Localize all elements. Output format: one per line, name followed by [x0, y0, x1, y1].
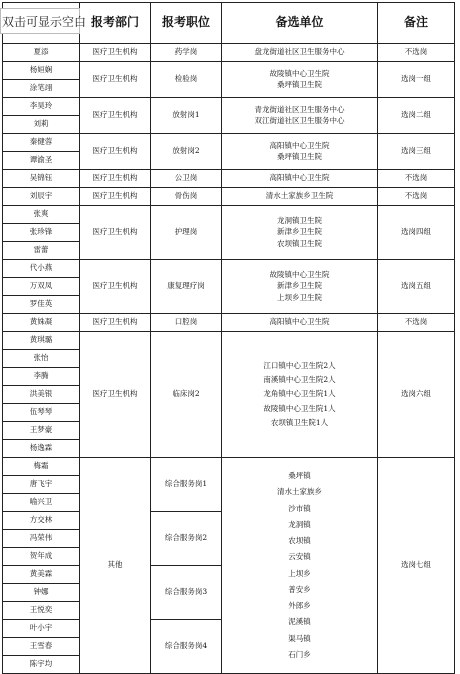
candidate-name: 冯荣伟: [3, 530, 80, 548]
table-row: [3, 62, 455, 80]
candidate-name: 涂笔翊: [3, 80, 80, 98]
unit-item: 清水土家族乡: [277, 487, 322, 497]
unit-item: 桑坪镇: [288, 471, 311, 480]
position-cell: 康复理疗岗: [151, 260, 222, 314]
unit-item: 外郎乡: [288, 601, 311, 610]
unit-item: 渠马镇: [288, 633, 311, 643]
unit-item: 故陵镇中心卫生院: [269, 270, 330, 280]
unit-cell: [222, 134, 378, 170]
note-cell: 选岗四组: [378, 206, 455, 260]
unit-cell: [222, 260, 378, 314]
position-cell: 临床岗2: [151, 332, 222, 458]
candidate-name: 方交林: [3, 512, 80, 530]
unit-cell: [222, 458, 378, 674]
dept-cell: 医疗卫生机构: [80, 260, 151, 314]
unit-item: 上坝乡: [288, 568, 311, 578]
unit-item: 新津乡卫生院: [277, 227, 322, 237]
table-row: [3, 314, 455, 332]
unit-cell: 清水土家族乡卫生院: [222, 188, 378, 206]
candidate-name: 喻兴卫: [3, 494, 80, 512]
candidate-name: 吴锦钰: [3, 170, 80, 188]
dept-cell: 医疗卫生机构: [80, 62, 151, 98]
position-cell: 公卫岗: [151, 170, 222, 188]
table-row: [3, 260, 455, 278]
dept-cell: 医疗卫生机构: [80, 134, 151, 170]
unit-item: 故陵镇中心卫生院: [269, 68, 330, 78]
unit-item: 桑坪镇卫生院: [277, 152, 322, 161]
note-cell: 不选岗: [378, 188, 455, 206]
position-cell: 骨伤岗: [151, 188, 222, 206]
candidate-name: 王悦奕: [3, 602, 80, 620]
unit-cell: [222, 98, 378, 134]
candidate-name: 洪美银: [3, 386, 80, 404]
header-units: 备选单位: [222, 3, 378, 44]
unit-item: 双江街道社区卫生服务中心: [254, 116, 345, 125]
position-cell: 检验岗: [151, 62, 222, 98]
dept-cell: 医疗卫生机构: [80, 332, 151, 458]
candidate-name: 罗佳英: [3, 296, 80, 314]
unit-item: 农坝镇卫生院1人: [270, 417, 329, 427]
candidate-name: 杨逸霖: [3, 440, 80, 458]
position-cell: 放射岗1: [151, 98, 222, 134]
note-cell: 不选岗: [378, 44, 455, 62]
candidate-name: 贺年成: [3, 548, 80, 566]
candidate-name: 黄琪璐: [3, 332, 80, 350]
candidate-name: 刘辰宇: [3, 188, 80, 206]
unit-item: 桑坪镇卫生院: [277, 80, 322, 89]
table-row: [3, 98, 455, 116]
unit-item: 高阳镇中心卫生院: [269, 140, 330, 150]
note-cell: 选岗一组: [378, 62, 455, 98]
candidate-name: 杨姮娴: [3, 62, 80, 80]
unit-item: 南溪镇中心卫生院2人: [263, 375, 336, 385]
header-note: 备注: [378, 3, 455, 44]
header-position: 报考职位: [151, 3, 222, 44]
candidate-name: 钟娜: [3, 584, 80, 602]
position-cell: 综合服务岗2: [151, 512, 222, 566]
note-cell: 选岗七组: [378, 458, 455, 674]
unit-cell: [222, 206, 378, 260]
candidate-name: 张爽: [3, 206, 80, 224]
candidate-name: 伍琴琴: [3, 404, 80, 422]
unit-item: 故陵镇中心卫生院1人: [263, 403, 336, 413]
position-cell: 放射岗2: [151, 134, 222, 170]
candidate-name: 秦健蓉: [3, 134, 80, 152]
candidate-name: 李昊玲: [3, 98, 80, 116]
note-cell: 不选岗: [378, 314, 455, 332]
job-selection-table: [2, 2, 455, 674]
candidate-name: 夏添: [3, 44, 80, 62]
note-cell: 选岗三组: [378, 134, 455, 170]
unit-item: 龙洞镇: [288, 519, 311, 529]
position-cell: 护理岗: [151, 206, 222, 260]
unit-item: 农坝镇: [288, 536, 311, 545]
unit-item: 江口镇中心卫生院2人: [263, 360, 336, 370]
dept-cell: 医疗卫生机构: [80, 44, 151, 62]
candidate-name: 李腾: [3, 368, 80, 386]
double-click-hint-button[interactable]: 双击可显示空白: [0, 8, 80, 34]
candidate-name: 王梦豪: [3, 422, 80, 440]
dept-cell: 医疗卫生机构: [80, 170, 151, 188]
candidate-name: 代小燕: [3, 260, 80, 278]
candidate-name: 梅霜: [3, 458, 80, 476]
table-row: [3, 188, 455, 206]
unit-item: 上坝乡卫生院: [277, 292, 322, 302]
unit-item: 普安乡: [288, 584, 311, 594]
unit-item: 农坝镇卫生院: [277, 238, 322, 248]
unit-cell: 盘龙街道社区卫生服务中心: [222, 44, 378, 62]
note-cell: 不选岗: [378, 170, 455, 188]
header-dept: 报考部门: [80, 3, 151, 44]
candidate-name: 张怡: [3, 350, 80, 368]
unit-item: 龙角镇中心卫生院1人: [263, 389, 336, 399]
candidate-name: 黄美霖: [3, 566, 80, 584]
table-row: [3, 134, 455, 152]
candidate-name: 万双凤: [3, 278, 80, 296]
candidate-name: 王雪春: [3, 638, 80, 656]
position-cell: 药学岗: [151, 44, 222, 62]
candidate-name: 谭渝圣: [3, 152, 80, 170]
unit-item: 泥溪镇: [288, 617, 311, 627]
unit-item: 青龙街道社区卫生服务中心: [254, 104, 345, 114]
unit-cell: [222, 62, 378, 98]
note-cell: 选岗二组: [378, 98, 455, 134]
candidate-name: 张珍锋: [3, 224, 80, 242]
dept-cell: 医疗卫生机构: [80, 188, 151, 206]
dept-cell: 其他: [80, 458, 151, 674]
note-cell: 选岗六组: [378, 332, 455, 458]
candidate-name: 唐飞宇: [3, 476, 80, 494]
candidate-name: 雷蕾: [3, 242, 80, 260]
candidate-name: 刘莉: [3, 116, 80, 134]
unit-item: 新津乡卫生院: [277, 281, 322, 291]
unit-cell: 高阳镇中心卫生院: [222, 314, 378, 332]
unit-cell: [222, 332, 378, 458]
unit-item: 龙洞镇卫生院: [277, 216, 322, 226]
dept-cell: 医疗卫生机构: [80, 98, 151, 134]
position-cell: 综合服务岗4: [151, 620, 222, 674]
dept-cell: 医疗卫生机构: [80, 206, 151, 260]
position-cell: 综合服务岗3: [151, 566, 222, 620]
unit-item: 石门乡: [288, 649, 311, 659]
unit-item: 沙市镇: [288, 503, 311, 513]
unit-cell: 高阳镇中心卫生院: [222, 170, 378, 188]
candidate-name: 黄姝凝: [3, 314, 80, 332]
dept-cell: 医疗卫生机构: [80, 314, 151, 332]
table-row: [3, 332, 455, 350]
table-row: [3, 458, 455, 476]
note-cell: 选岗五组: [378, 260, 455, 314]
position-cell: 口腔岗: [151, 314, 222, 332]
unit-item: 云安镇: [288, 552, 311, 562]
table-row: [3, 170, 455, 188]
candidate-name: 陈宇均: [3, 656, 80, 674]
table-row: [3, 44, 455, 62]
candidate-name: 叶小宇: [3, 620, 80, 638]
table-row: [3, 206, 455, 224]
position-cell: 综合服务岗1: [151, 458, 222, 512]
